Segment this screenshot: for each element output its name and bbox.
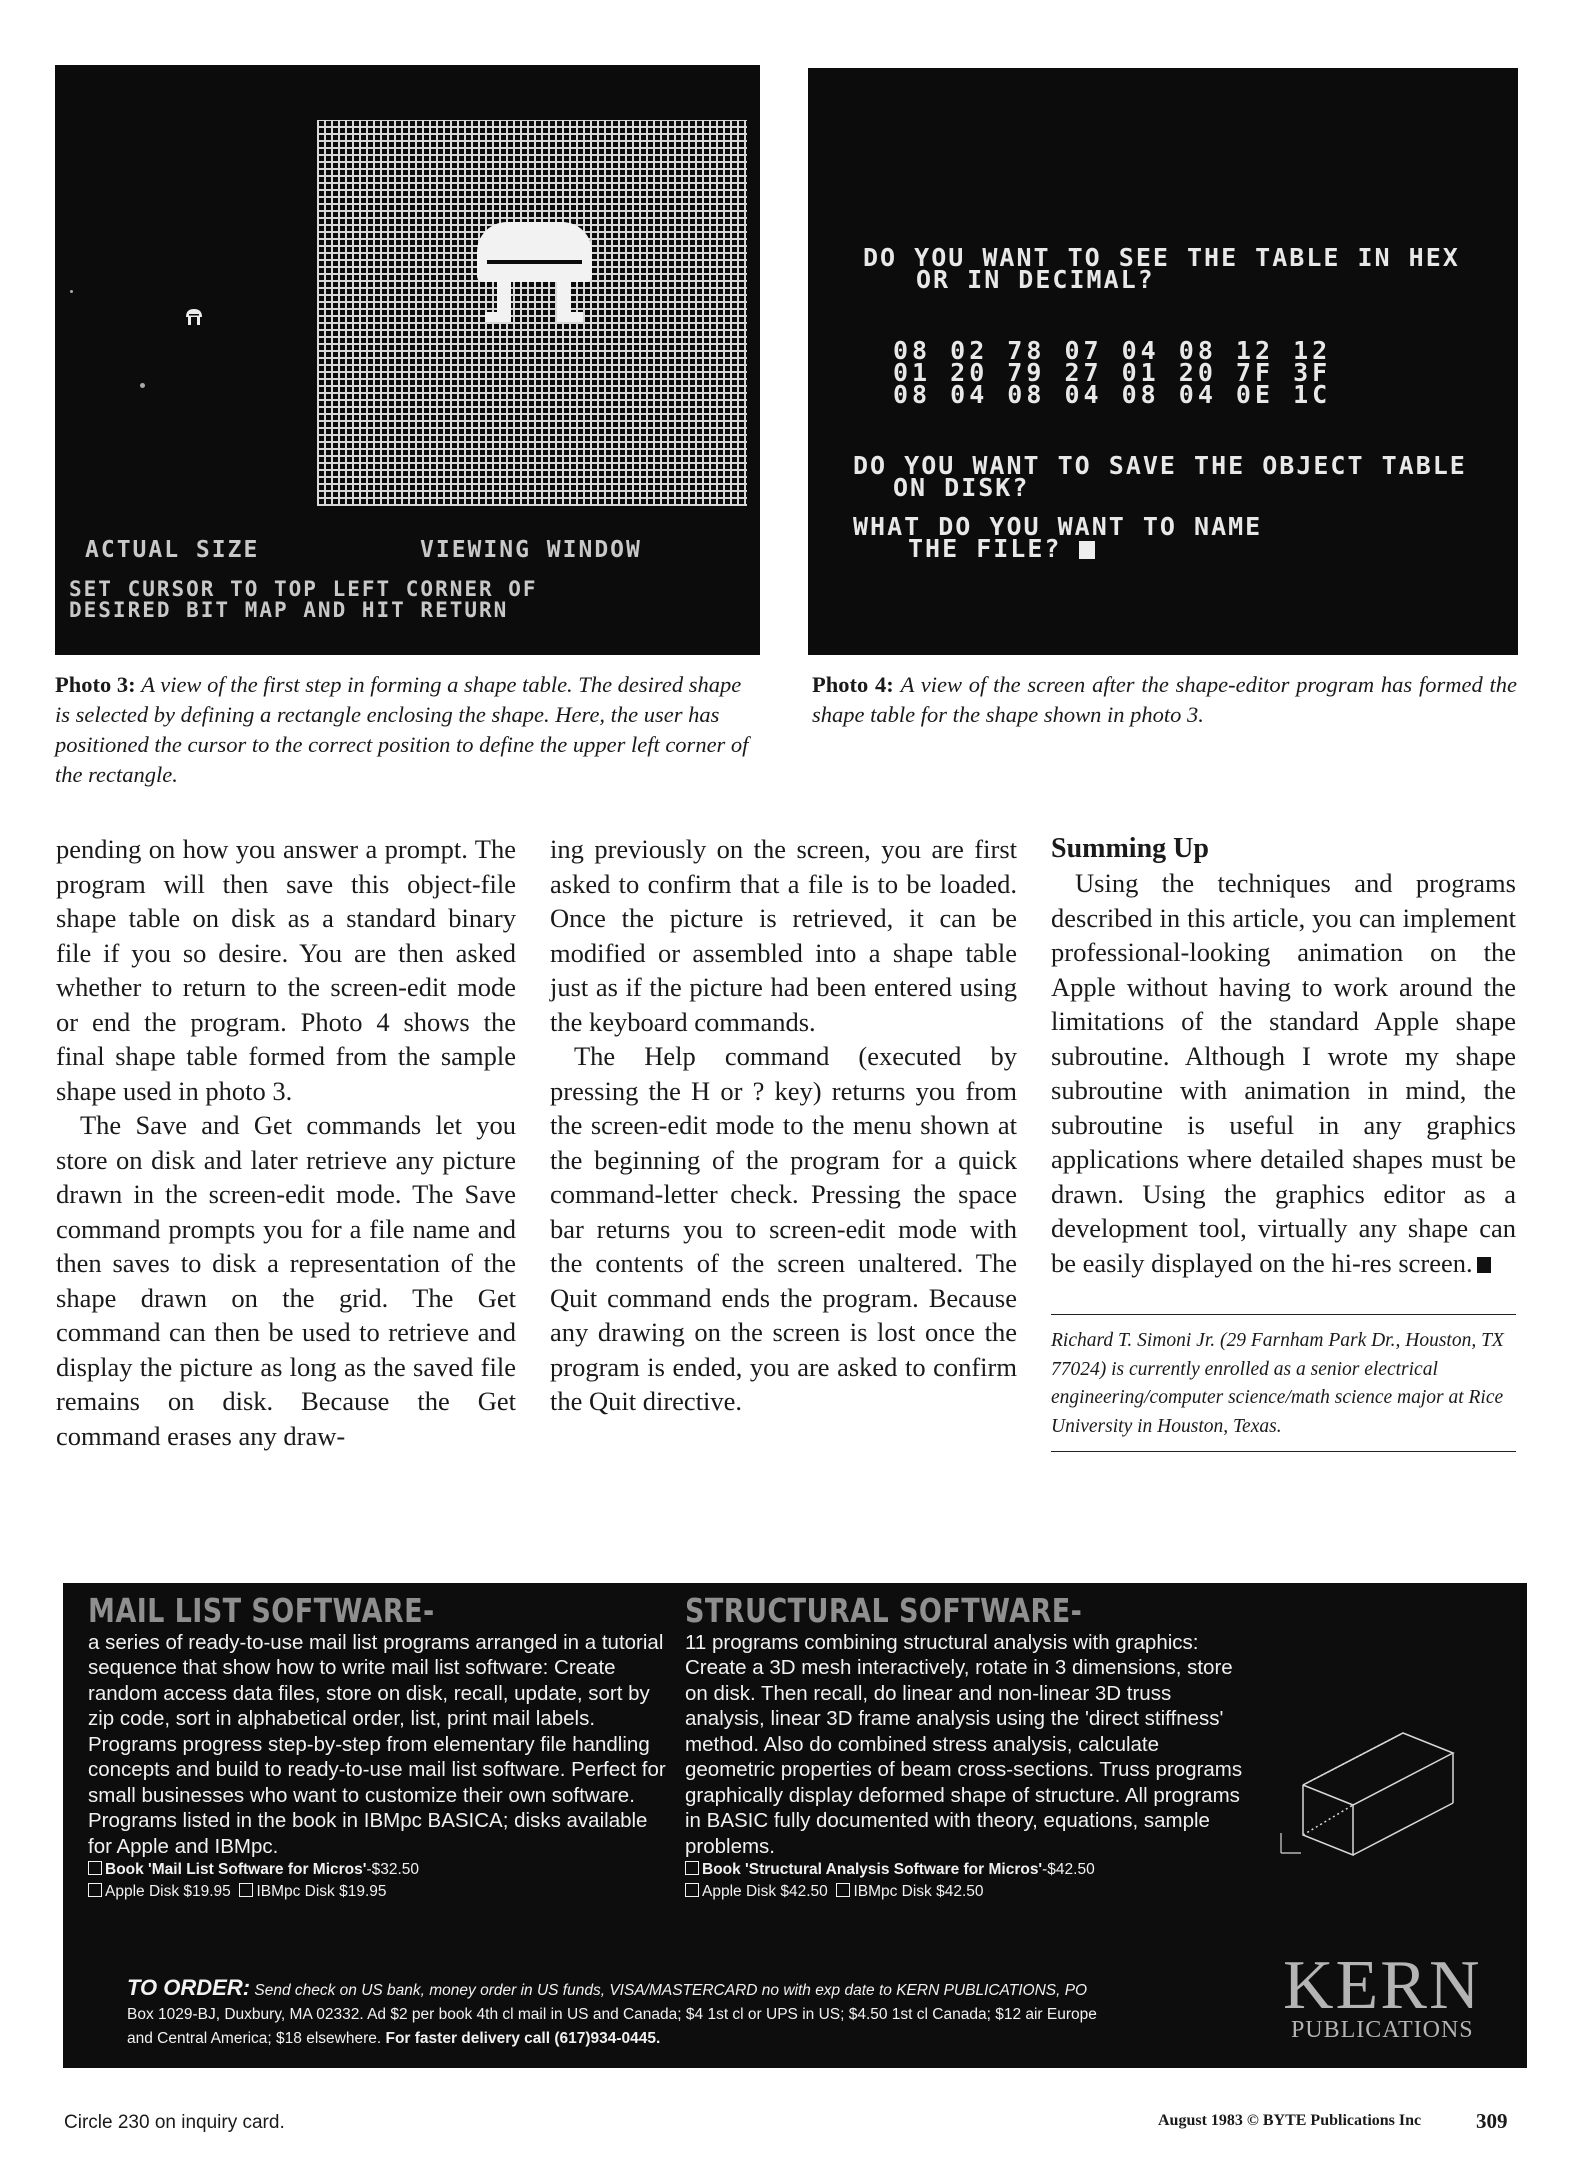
kern-logo-word: KERN [1283,1947,1482,2024]
order-instructions [127,1976,1307,2051]
ad-structural-apple-option[interactable] [685,1883,828,1900]
hex-table-row-3: 08 04 08 04 08 04 0E 1C [893,380,1332,409]
checkbox-icon[interactable] [685,1861,699,1875]
truss-wireframe-icon [1273,1713,1473,1863]
checkbox-icon[interactable] [239,1883,253,1897]
order-lead: TO ORDER: [127,1975,251,2000]
caption-photo-4-label: Photo 4: [812,672,894,697]
ad-structural-disk-options [685,1881,1245,1903]
ad-mail-list-apple-option[interactable] [88,1883,231,1900]
shape-eye-band [487,260,582,264]
cursor-block-icon [1079,541,1095,559]
ad-structural-book-title: Book 'Structural Analysis Software for Micros' [702,1861,1043,1878]
checkbox-icon[interactable] [836,1883,850,1897]
photo-3-screen [55,65,760,655]
ad-structural-body: 11 programs combining structural analysis with graphics: Create a 3D mesh interactively, rotate in 3 dimensions, store on disk. Then recall, do linear and non-linear 3D truss analysis, linear 3D frame analysis using the 'direct stiffness' method. Also do combined stress analysis, calculate geometric properties of beam cross-sections. Truss programs graphically display deformed shape of structure. All programs in BASIC fully documented with theory, equations, sample problems. [685,1630,1243,1858]
kern-logo-subtitle: PUBLICATIONS [1290,2017,1474,2043]
ad-mail-list-book-title: Book 'Mail List Software for Micros' [105,1861,367,1878]
label-viewing-window: VIEWING WINDOW [420,537,642,563]
shape-head [477,222,592,282]
kern-publications-logo [1283,1947,1482,2044]
caption-photo-3 [55,670,760,790]
article-paragraph: The Help command (executed by pressing the H or ? key) returns you from the screen-edit mode to the menu shown at the beginning of the program for a quick command-letter check. Pressing the space bar returns you to screen-edit mode with the contents of the screen unaltered. The Quit command ends the program. Because any drawing on the screen is lost once the program is ended, you are asked to confirm the Quit directive. [550,1041,1017,1416]
ad-mail-list-book-price: -$32.50 [366,1861,420,1878]
instruction-line-1: SET CURSOR TO TOP LEFT CORNER OF [69,577,538,601]
shape-foot-left [485,312,511,322]
label-actual-size: ACTUAL SIZE [85,537,260,563]
prompt-hex-line-1: DO YOU WANT TO SEE THE TABLE IN HEX [863,243,1460,272]
article-paragraph [1051,866,1516,1280]
prompt-name-line-1: WHAT DO YOU WANT TO NAME [853,512,1263,541]
ad-mail-list-ibm-disk: IBMpc Disk $19.95 [256,1883,387,1900]
article-column-3 [1051,832,1516,1452]
kern-advertisement [63,1583,1527,2068]
ad-structural-ibm-disk: IBMpc Disk $42.50 [853,1883,984,1900]
publication-credit: August 1983 © BYTE Publications Inc [1158,2112,1422,2129]
ad-mail-list-disk-options [88,1881,668,1903]
hex-table-row-2: 01 20 79 27 01 20 7F 3F [893,358,1332,387]
article-column-2 [550,832,1017,1419]
caption-photo-4 [812,670,1517,730]
ad-mail-list-title: MAIL LIST SOFTWARE- [88,1591,435,1630]
section-heading: Summing Up [1051,833,1209,864]
ad-structural-book-option[interactable] [685,1859,1245,1881]
ad-mail-list-ibm-option[interactable] [239,1883,386,1900]
prompt-hex-line-2: OR IN DECIMAL? [916,265,1155,294]
prompt-save-line-1: DO YOU WANT TO SAVE THE OBJECT TABLE [853,451,1467,480]
shape-foot-right [557,312,583,322]
checkbox-icon[interactable] [88,1861,102,1875]
caption-photo-3-label: Photo 3: [55,672,136,697]
order-text-1: Send check on US bank, money order in US funds, VISA/MASTERCARD no with exp date to KERN PUBLICATIONS, PO [254,1982,1088,1999]
article-paragraph: pending on how you answer a prompt. The program will then save this object-file shape table on disk as a standard binary file if you so desire. You are then asked whether to return to the screen-edit mode or end the program. Photo 4 shows the final shape table formed from the sample shape used in photo 3. [56,834,516,1106]
ad-structural-book-price: -$42.50 [1042,1861,1095,1878]
ad-mail-list-book-option[interactable] [88,1859,668,1881]
checkbox-icon[interactable] [685,1883,699,1897]
end-of-article-mark-icon [1477,1257,1491,1273]
order-text-2: Box 1029-BJ, Duxbury, MA 02332. Ad $2 per book 4th cl mail in US and Canada; $4 1st cl or UPS in US; $4.50 1st cl Canada; $12 air Europe [127,2006,1097,2023]
prompt-save-line-2: ON DISK? [893,473,1030,502]
prompt-name-line-2 [908,534,1095,563]
bio-rule-bottom [1051,1451,1516,1452]
screen-artifact-dot [70,290,73,293]
ad-structural-apple-disk: Apple Disk $42.50 [702,1883,828,1900]
instruction-line-2: DESIRED BIT MAP AND HIT RETURN [69,598,509,622]
ad-mail-list-section [88,1591,668,1903]
screen-artifact-dot [140,383,145,388]
photo-4-screen [808,68,1518,655]
inquiry-note: Circle 230 on inquiry card. [64,2112,285,2133]
caption-photo-4-text: A view of the screen after the shape-editor program has formed the shape table for the shape shown in photo 3. [812,672,1517,727]
caption-photo-3-text: A view of the first step in forming a shape table. The desired shape is selected by defining a rectangle enclosing the shape. Here, the user has positioned the cursor to the correct position to define the upper left corner of the rectangle. [55,672,749,787]
hex-table-row-1: 08 02 78 07 04 08 12 12 [893,336,1332,365]
article-column-1 [56,832,516,1453]
order-text-3: and Central America; $18 elsewhere. [127,2030,382,2047]
author-bio: Richard T. Simoni Jr. (29 Farnham Park Dr., Houston, TX 77024) is currently enrolled as a senior electrical engineering/computer science/math science major at Rice University in Houston, Texas. [1051,1330,1504,1437]
ad-mail-list-body: a series of ready-to-use mail list programs arranged in a tutorial sequence that show how to write mail list software: Create random access data files, store on disk, recall, update, sort by zip code, sort in alphabetical order, list, print mail labels. Programs progress step-by-step from elementary file handling concepts and build to ready-to-use mail list software. Perfect for small businesses who want to customize their own software. Programs listed in the book in IBMpc BASICA; disks available for Apple and IBMpc. [88,1630,666,1858]
ad-structural-section [685,1591,1245,1903]
ad-mail-list-apple-disk: Apple Disk $19.95 [105,1883,231,1900]
actual-size-sprite-icon [183,308,205,326]
article-paragraph: ing previously on the screen, you are first asked to confirm that a file is to be loaded. Once the picture is retrieved, it can be modified or assembled into a shape table just as if the picture had been entered using the keyboard commands. [550,834,1017,1037]
bitmap-grid [317,120,747,506]
prompt-name-line-2-text: THE FILE? [908,534,1062,563]
ad-structural-ibm-option[interactable] [836,1883,983,1900]
page-number: 309 [1476,2109,1508,2133]
order-phone: For faster delivery call (617)934-0445. [385,2030,661,2047]
article-paragraph-text: Using the techniques and programs described in this article, you can implement professional-looking animation on the Apple without having to work around the limitations of the standard Apple shape subroutine. Although I wrote my shape subroutine with animation in mind, the subroutine is useful in any graphics applications where detailed shapes must be drawn. Using the graphics editor as a development tool, virtually any shape can be easily displayed on the hi-res screen. [1051,868,1516,1278]
ad-structural-title: STRUCTURAL SOFTWARE- [685,1591,1083,1630]
checkbox-icon[interactable] [88,1883,102,1897]
article-paragraph: The Save and Get commands let you store on disk and later retrieve any picture drawn in the screen-edit mode. The Save command prompts you for a file name and then saves to disk a representation of the shape drawn on the grid. The Get command can then be used to retrieve and display the picture as long as the saved file remains on disk. Because the Get command erases any draw- [56,1110,516,1451]
